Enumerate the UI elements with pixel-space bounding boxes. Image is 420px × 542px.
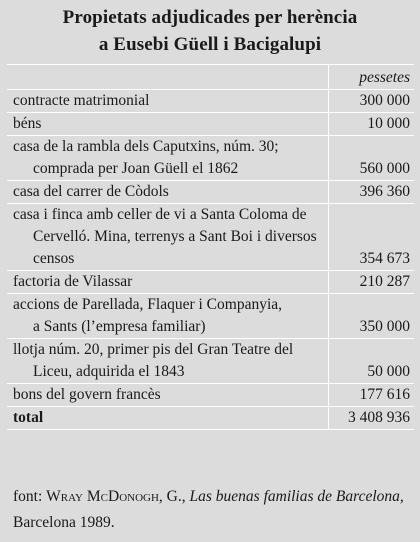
source-publication: Barcelona 1989. [13, 514, 115, 531]
row-label: casa de la rambla dels Caputxins, núm. 30; comprada per Joan Güell el 1862 [7, 136, 328, 181]
row-value: 350 000 [328, 294, 414, 339]
row-label: factoria de Vilassar [7, 271, 328, 294]
table-title [0, 4, 420, 58]
row-label: béns [7, 113, 328, 136]
row-label: accions de Parellada, Flaquer i Companyia, a Sants (l’empresa familiar) [7, 294, 328, 339]
total-value: 3 408 936 [328, 407, 414, 430]
source-prefix: font: [13, 488, 47, 505]
title-line-2: a Eusebi Güell i Bacigalupi [98, 34, 322, 55]
header-label-cell [7, 65, 328, 90]
source-note [13, 484, 415, 536]
row-label: llotja núm. 20, primer pis del Gran Teatre del Liceu, adquirida el 1843 [7, 339, 328, 384]
row-value: 177 616 [328, 384, 414, 407]
table-row [7, 113, 414, 136]
row-label: bons del govern francès [7, 384, 328, 407]
unit-header: pessetes [328, 65, 414, 90]
total-label: total [7, 407, 328, 430]
source-author-suffix: , G., [158, 488, 190, 505]
source-book-title: Las buenas familias de Barcelona, [189, 488, 404, 505]
total-row [7, 407, 414, 430]
row-value: 300 000 [328, 90, 414, 113]
title-line-1: Propietats adjudicades per herència [62, 7, 358, 28]
table-row [7, 294, 414, 339]
row-label: casa i finca amb celler de vi a Santa Coloma de Cervelló. Mina, terrenys a Sant Boi i diversos censos [7, 204, 328, 271]
source-author: Wray McDonogh [46, 488, 159, 505]
table-row [7, 181, 414, 204]
row-label: casa del carrer de Còdols [7, 181, 328, 204]
row-value: 210 287 [328, 271, 414, 294]
table-row [7, 90, 414, 113]
table-row [7, 384, 414, 407]
table-row [7, 204, 414, 271]
row-value: 396 360 [328, 181, 414, 204]
row-value: 10 000 [328, 113, 414, 136]
row-value: 50 000 [328, 339, 414, 384]
row-label: contracte matrimonial [7, 90, 328, 113]
table-header-row [7, 65, 414, 90]
row-value: 354 673 [328, 204, 414, 271]
inheritance-table [7, 64, 414, 430]
table-row [7, 339, 414, 384]
row-value: 560 000 [328, 136, 414, 181]
table-row [7, 271, 414, 294]
table-row [7, 136, 414, 181]
